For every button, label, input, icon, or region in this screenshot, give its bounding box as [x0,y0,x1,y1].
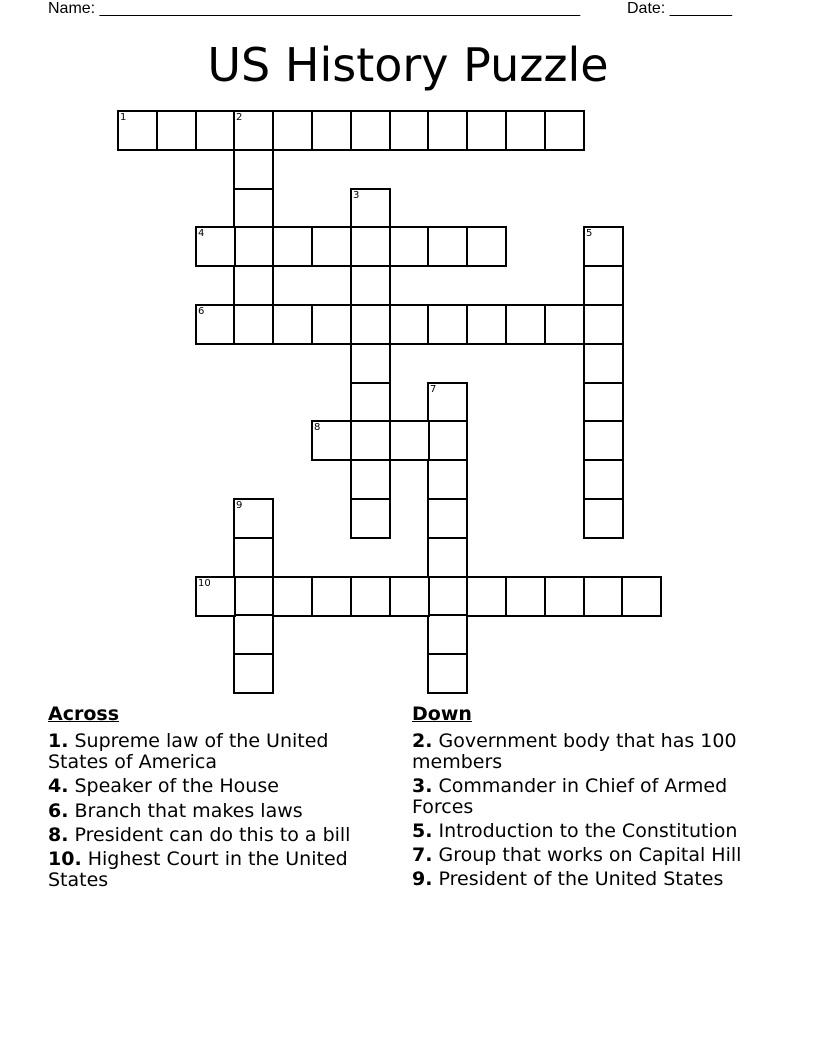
grid-cell[interactable] [427,614,468,655]
across-clue-6: 6. Branch that makes laws [48,800,303,822]
grid-cell[interactable] [233,498,274,539]
grid-cell[interactable] [466,110,507,151]
grid-cell[interactable] [427,498,468,539]
down-clues [412,703,752,893]
clue-number: 8 [314,422,321,433]
grid-cell[interactable] [350,576,391,617]
grid-cell[interactable] [233,265,274,306]
grid-cell[interactable] [505,110,546,151]
clue-number: 5 [586,228,593,239]
grid-cell[interactable] [583,304,624,345]
grid-cell[interactable] [233,576,274,617]
clue-number: 7 [430,384,437,395]
clue-number: 10 [198,578,211,589]
clue-number: 1 [120,112,127,123]
grid-cell[interactable] [233,614,274,655]
grid-cell[interactable] [350,498,391,539]
grid-cell[interactable] [466,576,507,617]
grid-cell[interactable] [350,459,391,500]
grid-cell[interactable] [272,576,313,617]
across-clue-10: 10. Highest Court in the United States [48,848,348,891]
grid-cell[interactable] [311,420,352,461]
grid-cell[interactable] [117,110,158,151]
grid-cell[interactable] [311,226,352,267]
grid-cell[interactable] [505,576,546,617]
clue-number: 4 [198,228,205,239]
grid-cell[interactable] [311,110,352,151]
grid-cell[interactable] [195,576,236,617]
grid-cell[interactable] [233,537,274,578]
grid-cell[interactable] [272,304,313,345]
grid-cell[interactable] [583,382,624,423]
grid-cell[interactable] [427,459,468,500]
grid-cell[interactable] [350,265,391,306]
page-title: US History Puzzle [207,38,609,92]
grid-cell[interactable] [427,576,468,617]
down-clue-9: 9. President of the United States [412,868,724,890]
down-heading: Down [412,703,472,725]
grid-cell[interactable] [389,304,430,345]
grid-cell[interactable] [583,420,624,461]
grid-cell[interactable] [233,226,274,267]
across-clue-4: 4. Speaker of the House [48,775,279,797]
grid-cell[interactable] [350,420,391,461]
grid-cell[interactable] [583,498,624,539]
grid-cell[interactable] [195,304,236,345]
grid-cell[interactable] [427,110,468,151]
grid-cell[interactable] [350,110,391,151]
grid-cell[interactable] [427,653,468,694]
grid-cell[interactable] [466,304,507,345]
grid-cell[interactable] [544,576,585,617]
clue-number: 3 [353,190,360,201]
grid-cell[interactable] [583,226,624,267]
grid-cell[interactable] [272,110,313,151]
clue-number: 2 [236,112,243,123]
grid-cell[interactable] [311,304,352,345]
grid-cell[interactable] [544,110,585,151]
across-clue-1: 1. Supreme law of the United States of America [48,730,329,773]
down-clue-7: 7. Group that works on Capital Hill [412,844,742,866]
grid-cell[interactable] [583,576,624,617]
grid-cell[interactable] [427,382,468,423]
grid-cell[interactable] [350,226,391,267]
grid-cell[interactable] [233,653,274,694]
clue-number: 6 [198,306,205,317]
grid-cell[interactable] [195,226,236,267]
grid-cell[interactable] [621,576,662,617]
grid-cell[interactable] [233,304,274,345]
grid-cell[interactable] [272,226,313,267]
grid-cell[interactable] [583,459,624,500]
across-clues [48,703,388,894]
grid-cell[interactable] [311,576,352,617]
grid-cell[interactable] [233,149,274,190]
grid-cell[interactable] [195,110,236,151]
grid-cell[interactable] [583,265,624,306]
grid-cell[interactable] [233,188,274,229]
grid-cell[interactable] [350,304,391,345]
grid-cell[interactable] [350,382,391,423]
grid-cell[interactable] [505,304,546,345]
grid-cell[interactable] [583,343,624,384]
across-clue-8: 8. President can do this to a bill [48,824,351,846]
grid-cell[interactable] [427,420,468,461]
grid-cell[interactable] [350,188,391,229]
grid-cell[interactable] [544,304,585,345]
grid-cell[interactable] [389,420,430,461]
grid-cell[interactable] [233,110,274,151]
grid-cell[interactable] [389,226,430,267]
grid-cell[interactable] [350,343,391,384]
grid-cell[interactable] [389,576,430,617]
clue-number: 9 [236,500,243,511]
grid-cell[interactable] [427,226,468,267]
down-clue-5: 5. Introduction to the Constitution [412,820,738,842]
grid-cell[interactable] [156,110,197,151]
grid-cell[interactable] [427,537,468,578]
grid-cell[interactable] [389,110,430,151]
across-heading: Across [48,703,120,725]
grid-cell[interactable] [466,226,507,267]
down-clue-2: 2. Government body that has 100 members [412,730,737,773]
down-clue-3: 3. Commander in Chief of Armed Forces [412,775,728,818]
date-label: Date: _______ [627,0,732,17]
name-label: Name: ______________________________________________________ [48,0,581,17]
grid-cell[interactable] [427,304,468,345]
